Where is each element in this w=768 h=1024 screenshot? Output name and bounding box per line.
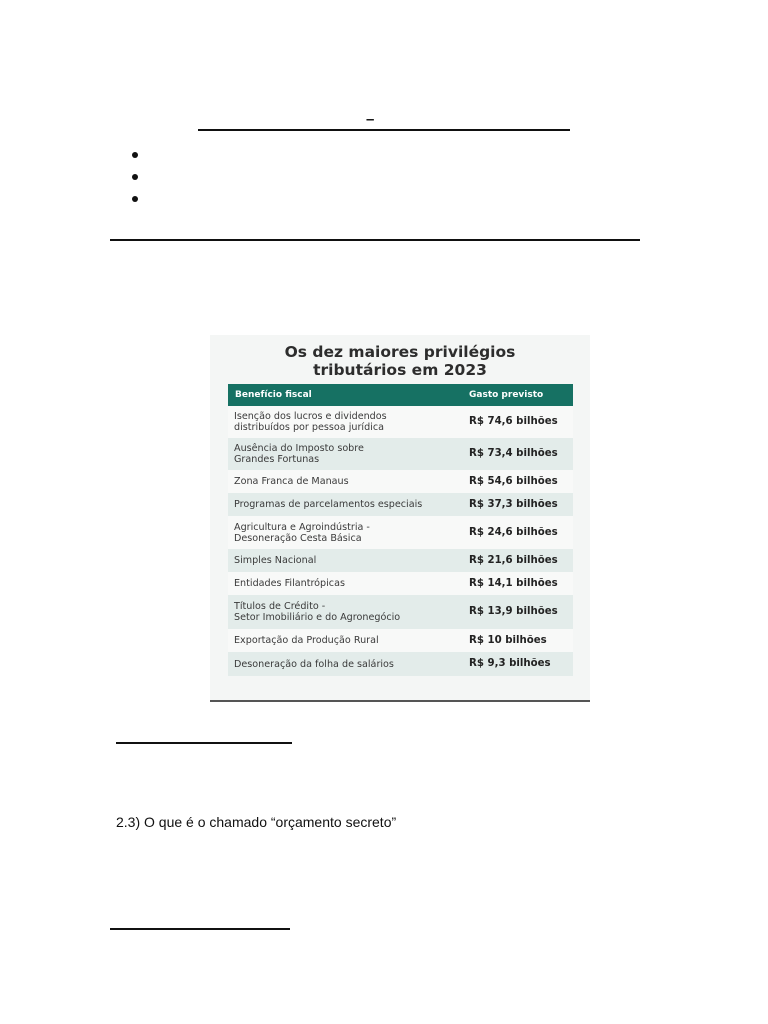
figure-title-line: tributários em 2023 [313,361,487,379]
benefit-name-line: Títulos de Crédito - [234,601,326,612]
answer-line [116,742,292,744]
bullet-icon [132,196,138,202]
benefit-name-line: Programas de parcelamentos especiais [234,499,423,510]
cost-value: R$ 24,6 bilhões [469,526,558,538]
heading-dash: – [366,111,375,128]
benefit-name-line: Zona Franca de Manaus [234,476,349,487]
question-text: 2.3) O que é o chamado “orçamento secreto” [116,814,397,830]
benefit-name [234,522,370,544]
cost-value: R$ 13,9 bilhões [469,606,558,617]
table-body [228,406,573,676]
benefit-name-line: Simples Nacional [234,555,317,566]
benefit-name-line: Grandes Fortunas [234,454,320,465]
benefit-name-line: Setor Imobiliário e do Agronegócio [234,612,401,623]
table-row [228,470,573,493]
table-row [228,516,573,549]
benefit-name-line: Exportação da Produção Rural [234,635,379,646]
cost-value: R$ 21,6 bilhões [469,554,558,566]
benefit-name-line: Ausência do Imposto sobre [234,443,364,454]
benefit-name-line: Entidades Filantrópicas [234,578,345,589]
table-row [228,572,573,595]
cost-value: R$ 14,1 bilhões [469,577,558,589]
benefit-name [234,555,316,566]
benefit-name-line: Agricultura e Agroindústria - [234,521,370,533]
column-header-benefit: Benefício fiscal [235,390,312,400]
figure-title-line: Os dez maiores privilégios [284,343,516,361]
table-row [228,595,573,629]
cost-value: R$ 10 bilhões [469,634,547,646]
privileges-table [228,384,573,676]
table-row [228,652,573,676]
section-divider [110,239,640,241]
heading-underline [198,129,570,131]
table-header [228,384,573,406]
column-header-cost: Gasto previsto [469,390,544,400]
answer-line [110,928,290,930]
benefit-name-line: Isenção dos lucros e dividendos [234,411,387,422]
bullet-icon [132,152,138,158]
benefit-name [234,411,387,433]
table-row [228,406,573,438]
cost-value: R$ 37,3 bilhões [469,498,558,510]
cost-value: R$ 73,4 bilhões [469,448,558,459]
benefit-name [234,635,379,646]
table-row [228,549,573,572]
benefit-name [234,476,349,487]
benefit-name [234,659,394,670]
benefit-name [234,499,422,510]
figure-title [210,343,590,379]
bullet-icon [132,174,138,180]
tax-privileges-figure [210,335,590,702]
benefit-name-line: Desoneração da folha de salários [234,658,394,670]
table-row [228,438,573,470]
table-row [228,629,573,652]
benefit-name [234,443,364,465]
benefit-name-line: distribuídos por pessoa jurídica [234,422,384,433]
benefit-name-line: Desoneração Cesta Básica [234,532,362,544]
cost-value: R$ 54,6 bilhões [469,475,558,487]
table-row [228,493,573,516]
benefit-name [234,578,345,589]
benefit-name [234,601,400,623]
cost-value: R$ 9,3 bilhões [469,658,551,669]
cost-value: R$ 74,6 bilhões [469,416,558,427]
